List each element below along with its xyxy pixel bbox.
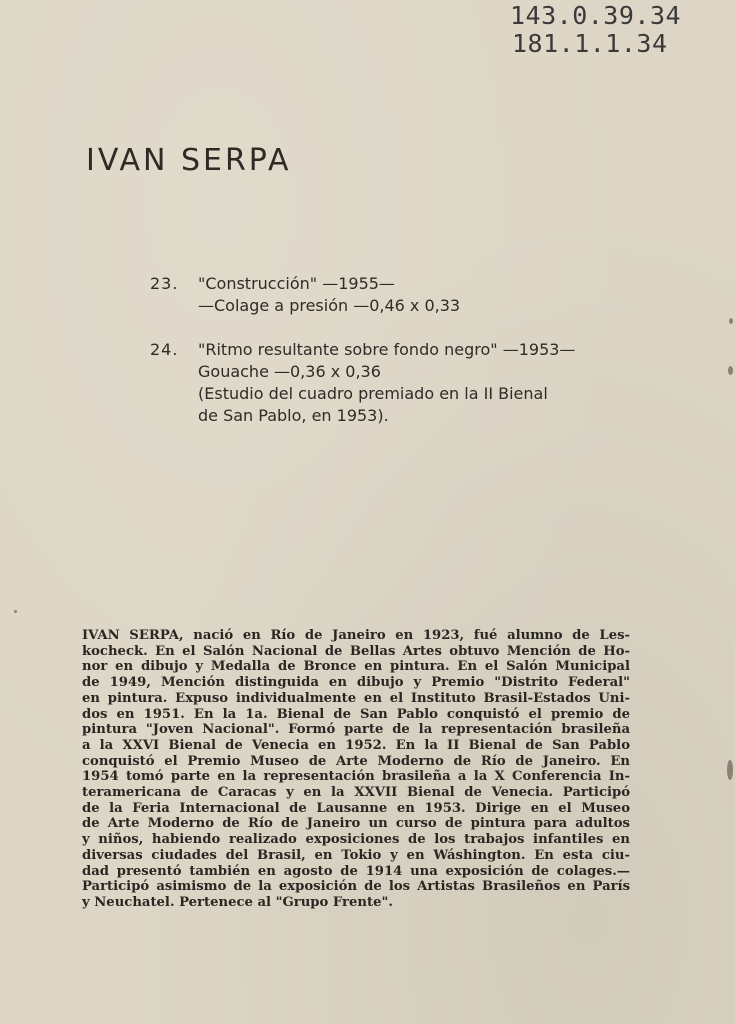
biography-line: conquistó el Premio Museo de Arte Moderno de Río de Janeiro. En xyxy=(82,753,630,769)
biography-line: de Arte Moderno de Río de Janeiro un curso de pintura para adultos xyxy=(82,816,630,832)
biography-line: de la Feria Internacional de Lausanne en 1953. Dirige en el Museo xyxy=(82,800,630,816)
biography-line: nor en dibujo y Medalla de Bronce en pintura. En el Salón Municipal xyxy=(82,659,630,675)
artwork-title-line: "Construcción" —1955— xyxy=(198,274,395,293)
artwork-number: 23. xyxy=(150,274,179,293)
biography-line: de 1949, Mención distinguida en dibujo y Premio "Distrito Federal" xyxy=(82,675,630,691)
paper-speck xyxy=(729,318,733,324)
biography-line: 1954 tomó parte en la representación brasileña a la X Conferencia In- xyxy=(82,769,630,785)
biography-line: dos en 1951. En la 1a. Bienal de San Pablo conquistó el premio de xyxy=(82,706,630,722)
artwork-details xyxy=(198,339,640,427)
artwork-medium-line: —Colage a presión —0,46 x 0,33 xyxy=(198,296,461,315)
handwritten-archive-numbers xyxy=(510,2,725,58)
artwork-details xyxy=(198,273,640,317)
biography-line: kocheck. En el Salón Nacional de Bellas Artes obtuvo Mención de Ho- xyxy=(82,643,630,659)
artworks-list xyxy=(150,273,640,449)
artwork-entry xyxy=(150,273,640,317)
paper-speck xyxy=(14,610,17,613)
biography-line: dad presentó también en agosto de 1914 una exposición de colages.— xyxy=(82,863,630,879)
artwork-entry xyxy=(150,339,640,427)
biography-line: diversas ciudades del Brasil, en Tokio y en Wáshington. En esta ciu- xyxy=(82,847,630,863)
artwork-title-line: "Ritmo resultante sobre fondo negro" —1953— xyxy=(198,340,576,359)
artwork-number: 24. xyxy=(150,340,179,359)
biography-line: Participó asimismo de la exposición de los Artistas Brasileños en París xyxy=(82,879,630,895)
biography-line: IVAN SERPA, nació en Río de Janeiro en 1923, fué alumno de Les- xyxy=(82,628,630,643)
artist-name-heading: IVAN SERPA xyxy=(86,143,292,178)
biography-line: pintura "Joven Nacional". Formó parte de la representación brasileña xyxy=(82,722,630,738)
archive-number-2: 181.1.1.34 xyxy=(512,29,668,58)
biography-line: en pintura. Expuso individualmente en el Instituto Brasil-Estados Uni- xyxy=(82,690,630,706)
paper-speck xyxy=(728,366,733,375)
biography-line: y niños, habiendo realizado exposiciones de los trabajos infantiles en xyxy=(82,832,630,848)
biography-line: a la XXVI Bienal de Venecia en 1952. En la II Bienal de San Pablo xyxy=(82,737,630,753)
biography-line: y Neuchatel. Pertenece al "Grupo Frente". xyxy=(82,894,393,910)
artwork-medium-line: Gouache —0,36 x 0,36 xyxy=(198,362,381,381)
artist-biography xyxy=(82,628,630,911)
archive-number-1: 143.0.39.34 xyxy=(510,1,682,30)
biography-line: teramericana de Caracas y en la XXVII Bienal de Venecia. Participó xyxy=(82,785,630,801)
artwork-note-line: de San Pablo, en 1953). xyxy=(198,406,389,425)
paper-speck xyxy=(727,760,733,780)
artwork-note-line: (Estudio del cuadro premiado en la II Bienal xyxy=(198,384,548,403)
